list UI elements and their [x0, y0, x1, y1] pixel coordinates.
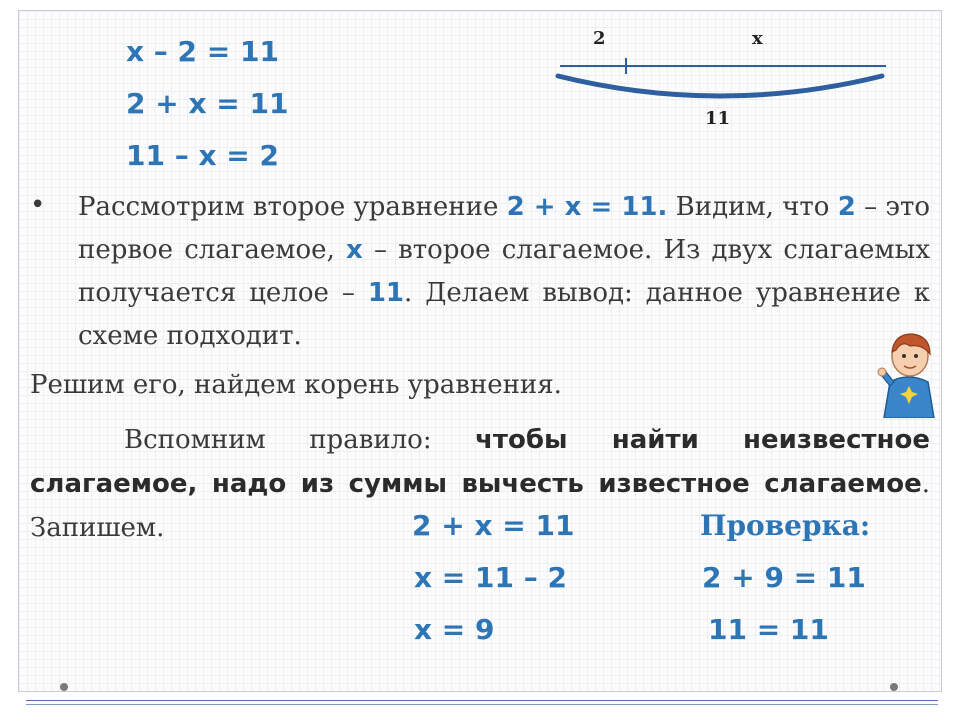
equation-2: 2 + x = 11	[126, 87, 289, 120]
diagram-label-x: x	[752, 28, 763, 49]
corner-dot-left	[60, 683, 68, 691]
rule-intro: Вспомним правило:	[124, 425, 476, 455]
para-text-3: – это первое слагаемое,	[78, 192, 930, 265]
equation-3: 11 – x = 2	[126, 139, 279, 172]
rule-text: чтобы найти неизвестное слагаемое, надо из суммы вычесть известное слагаемое	[30, 425, 931, 499]
diagram-label-2: 2	[593, 28, 606, 49]
rule-tail: . Запишем.	[30, 469, 930, 543]
solution-step-2: x = 11 – 2	[414, 561, 567, 594]
scheme-diagram	[550, 24, 890, 134]
equation-1: x – 2 = 11	[126, 35, 279, 68]
diagram-label-11: 11	[705, 108, 731, 129]
para-text-1: Рассмотрим второе уравнение	[78, 192, 507, 222]
bullet-marker: •	[30, 190, 46, 220]
corner-dot-right	[890, 683, 898, 691]
para-text-4: – второе слагаемое. Из двух слагаемых получается целое –	[78, 235, 930, 308]
para-number-11: 11	[367, 278, 404, 308]
check-step-2: 11 = 11	[708, 613, 829, 646]
para-variable-x: x	[346, 235, 363, 265]
para-text-5: . Делаем вывод: данное уравнение к схеме подходит.	[78, 278, 930, 351]
para-equation: 2 + x = 11.	[506, 192, 668, 222]
boy-illustration	[876, 326, 940, 418]
check-title: Проверка:	[700, 509, 871, 542]
check-step-1: 2 + 9 = 11	[702, 561, 866, 594]
bottom-rule	[26, 700, 938, 701]
boy-drawing	[876, 326, 940, 418]
para-number-2: 2	[837, 192, 856, 222]
solve-line: Решим его, найдем корень уравнения.	[30, 370, 562, 400]
solution-step-1: 2 + x = 11	[412, 509, 575, 542]
explanation-paragraph	[78, 186, 930, 358]
bottom-rule-thin	[26, 704, 938, 705]
whole-arc	[558, 76, 882, 96]
para-text-2: Видим, что	[667, 192, 838, 222]
solution-step-3: x = 9	[414, 613, 495, 646]
